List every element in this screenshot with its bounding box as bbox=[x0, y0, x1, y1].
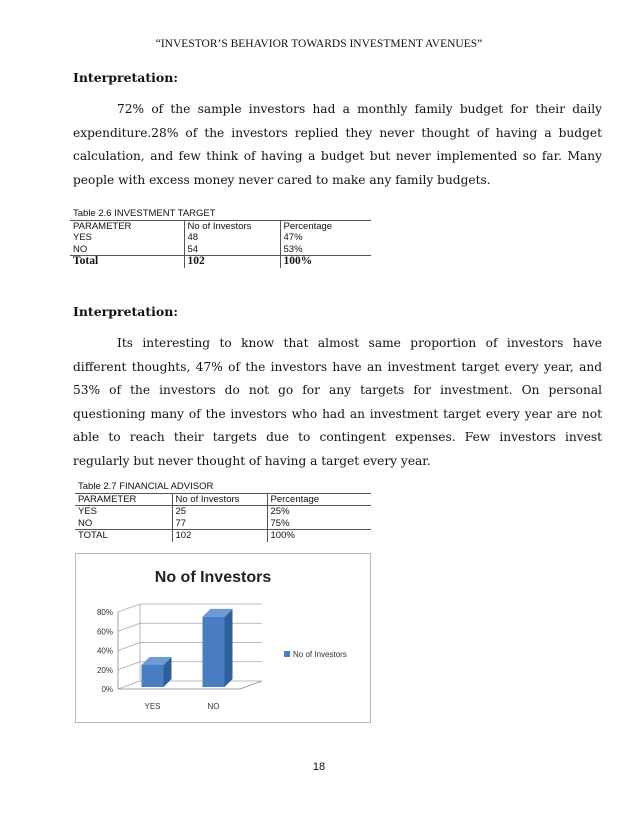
chart-frame bbox=[75, 553, 371, 723]
table-cell: 75% bbox=[270, 517, 290, 529]
table-cell: NO bbox=[75, 518, 172, 530]
y-tick-label: 20% bbox=[96, 665, 113, 675]
interpretation-paragraph-1 bbox=[73, 98, 602, 192]
chart-axes bbox=[97, 604, 262, 711]
table-cell: NO bbox=[70, 244, 184, 256]
x-tick-label: YES bbox=[144, 702, 161, 711]
chart-legend bbox=[284, 650, 347, 659]
column-header: Percentage bbox=[270, 493, 320, 505]
table-total-cell: TOTAL bbox=[75, 530, 172, 542]
y-tick-label: 40% bbox=[96, 646, 113, 656]
bar bbox=[203, 617, 225, 687]
y-tick-label: 0% bbox=[101, 685, 113, 694]
interpretation-heading-1: Interpretation: bbox=[73, 70, 178, 85]
table-caption: Table 2.7 FINANCIAL ADVISOR bbox=[75, 481, 371, 493]
paragraph-text: 72% of the sample investors had a monthly family budget for their daily expenditure.28% of the investors replied they never thought of having a budget calculation, and few think of having a budget but never implemented so far. Many people with excess money never cared to make any family budgets. bbox=[73, 102, 602, 187]
table-cell: YES bbox=[75, 506, 172, 518]
y-tick-label: 80% bbox=[96, 608, 113, 617]
paragraph-text: Its interesting to know that almost same proportion of investors have different thoughts, 47% of the investors have an investment target every year, and 53% of the investors do not go for any targets for investment. On personal questioning many of the investors who had an investment target every year are not able to reach their targets due to contingent expenses. Few investors invest regularly but never thought of having a target every year. bbox=[73, 336, 602, 468]
table-caption: Table 2.6 INVESTMENT TARGET bbox=[70, 208, 371, 220]
table-cell: 54 bbox=[184, 244, 280, 256]
investors-bar-chart bbox=[76, 554, 370, 722]
table-total-cell: Total bbox=[70, 256, 184, 268]
chart-bars bbox=[142, 609, 233, 687]
bar bbox=[142, 665, 164, 687]
legend-label: No of Investors bbox=[293, 650, 347, 659]
table-cell: 47% bbox=[283, 232, 303, 243]
interpretation-paragraph-2 bbox=[73, 332, 602, 473]
column-header: No of Investors bbox=[184, 220, 280, 232]
page-number: 18 bbox=[312, 761, 326, 773]
investment-target-table bbox=[70, 208, 371, 268]
table-total-cell: 100% bbox=[280, 256, 371, 268]
table-cell: 77 bbox=[172, 518, 267, 530]
bar-side bbox=[225, 609, 233, 687]
x-tick-label: NO bbox=[207, 702, 220, 711]
column-header: Percentage bbox=[283, 220, 333, 232]
chart-title: No of Investors bbox=[154, 569, 272, 586]
financial-advisor-table bbox=[75, 481, 371, 542]
column-header: PARAMETER bbox=[70, 220, 184, 232]
table-cell: YES bbox=[70, 232, 184, 244]
table-cell: 53% bbox=[283, 243, 303, 255]
y-tick-label: 60% bbox=[96, 627, 113, 637]
x-axis bbox=[118, 681, 262, 689]
table-cell: 25 bbox=[172, 506, 267, 518]
table-total-cell: 102 bbox=[172, 530, 267, 542]
table-total-cell: 102 bbox=[184, 256, 280, 268]
gridline bbox=[118, 681, 262, 689]
running-header: “INVESTOR’S BEHAVIOR TOWARDS INVESTMENT AVENUES” bbox=[155, 38, 483, 50]
interpretation-heading-2: Interpretation: bbox=[73, 304, 178, 319]
table-cell: 25% bbox=[267, 506, 371, 518]
column-header: No of Investors bbox=[172, 493, 267, 506]
table-total-cell: 100% bbox=[267, 530, 371, 542]
table-cell: 48 bbox=[184, 232, 280, 244]
column-header: PARAMETER bbox=[75, 493, 172, 506]
legend-swatch bbox=[284, 651, 290, 657]
